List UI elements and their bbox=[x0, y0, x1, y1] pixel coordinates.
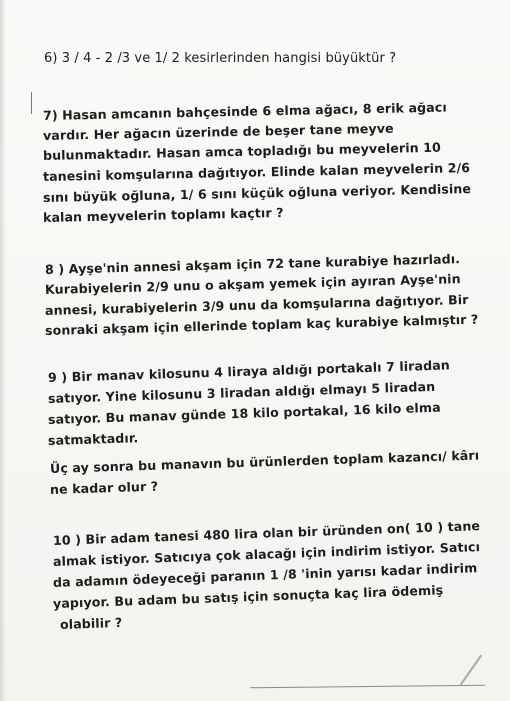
question-6-text: 6) 3 / 4 - 2 /3 ve 1/ 2 kesirlerinden hangisi büyüktür ? bbox=[44, 51, 397, 66]
question-7-line: sını büyük oğluna, 1/ 6 sını küçük oğluna veriyor. Kendisine bbox=[42, 181, 472, 205]
question-10-line: 10 ) Bir adam tanesi 480 lira olan bir üründen on( 10 ) tane bbox=[52, 518, 481, 548]
question-7-line: bulunmaktadır. Hasan amca topladığı bu meyvelerin 10 bbox=[42, 139, 442, 163]
question-8-line: annesi, kurabiyelerin 3/9 unu da komşularına dağıtıyor. Bir bbox=[44, 291, 469, 318]
question-10-line: yapıyor. Bu adam bu satış için sonuçta kaç lira ödemiş bbox=[52, 582, 444, 611]
question-8-line: 8 ) Ayşe'nin annesi akşam için 72 tane kurabiye hazırladı. bbox=[44, 251, 461, 277]
margin-pen-mark bbox=[31, 92, 32, 114]
question-9-line: satmaktadır. bbox=[47, 430, 139, 448]
question-7-line: vardır. Her ağacın üzerinde de beşer tane meyve bbox=[42, 120, 394, 143]
bottom-rule-line bbox=[250, 685, 485, 688]
question-9-line: satıyor. Bu manav günde 18 kilo portakal, 16 kilo elma bbox=[47, 399, 441, 427]
question-9-line: ne kadar olur ? bbox=[49, 478, 159, 497]
question-8-line: sonraki akşam için ellerinde toplam kaç kurabiye kalmıştır ? bbox=[44, 311, 479, 338]
question-7-line: 7) Hasan amcanın bahçesinde 6 elma ağacı, 8 erik ağacı bbox=[42, 99, 447, 123]
question-8-line: Kurabiyelerin 2/9 unu o akşam yemek için ayıran Ayşe'nin bbox=[44, 271, 461, 297]
question-10-line: olabilir ? bbox=[59, 614, 123, 632]
question-10-line: almak istiyor. Satıcıya çok alacağı için indirim istiyor. Satıcı bbox=[52, 539, 481, 569]
question-10-line: da adamın ödeyeceği paranın 1 /8 'inin yarısı kadar indirim bbox=[52, 560, 478, 590]
pen-stroke-mark bbox=[460, 655, 482, 686]
question-7-line: kalan meyvelerin toplamı kaçtır ? bbox=[42, 204, 284, 225]
scan-edge-shadow bbox=[0, 0, 6, 701]
question-9-line: 9 ) Bir manav kilosunu 4 liraya aldığı portakalı 7 liradan bbox=[47, 357, 451, 385]
question-7-line: tanesini komşularına dağıtıyor. Elinde kalan meyvelerin 2/6 bbox=[42, 160, 471, 184]
question-9-line: Üç ay sonra bu manavın bu ürünlerden toplam kazancı/ kârı bbox=[49, 447, 480, 476]
question-9-line: satıyor. Yine kilosunu 3 liradan aldığı elmayı 5 liradan bbox=[47, 378, 436, 406]
